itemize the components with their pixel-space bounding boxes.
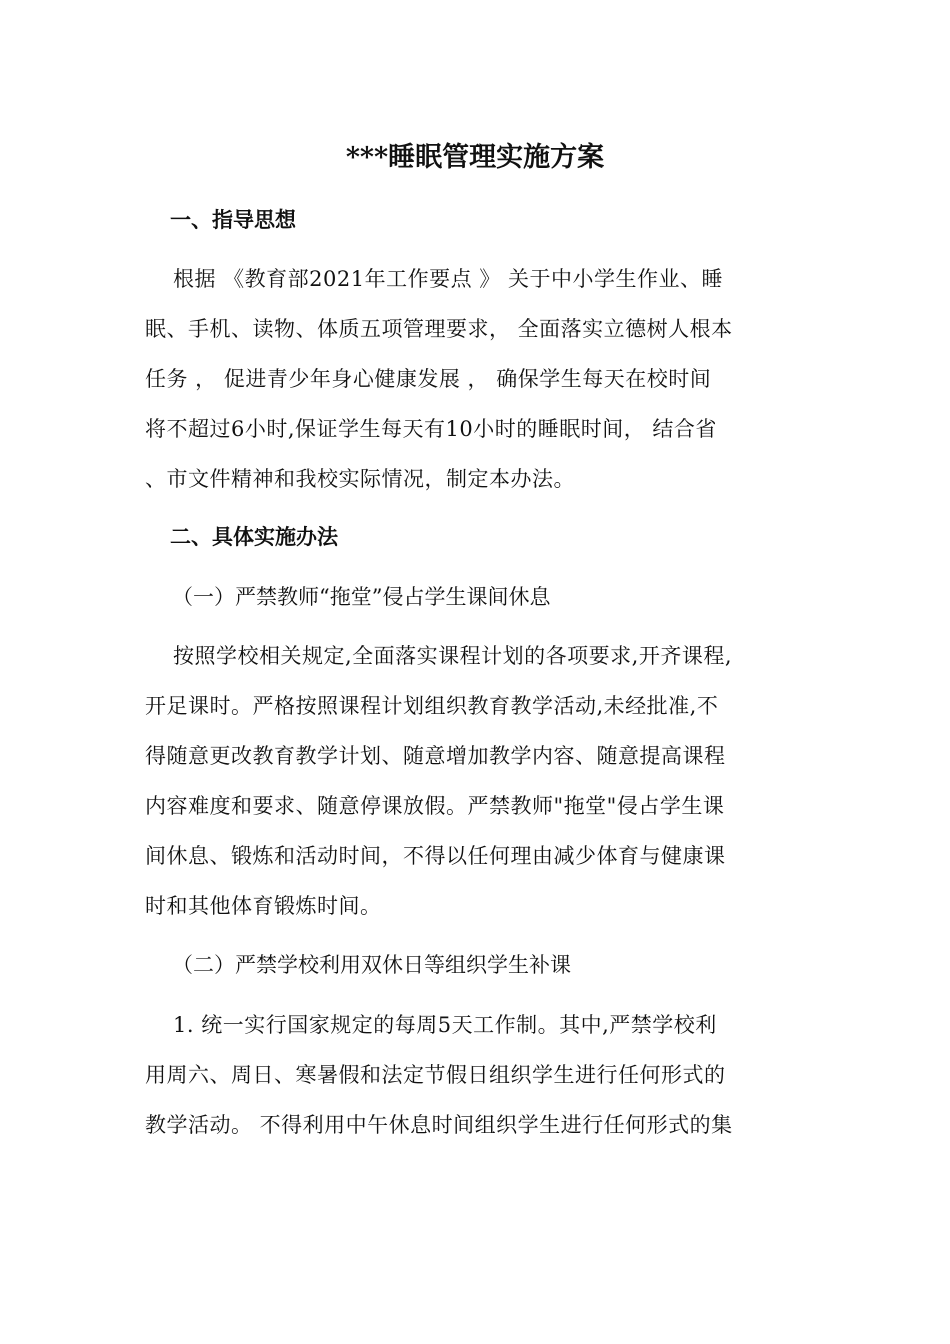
paragraph-line: 用周六、周日、寒暑假和法定节假日组织学生进行任何形式的 xyxy=(145,1063,726,1087)
section-heading-guiding-ideology: 一、指导思想 xyxy=(170,208,296,232)
paragraph-line: 按照学校相关规定,全面落实课程计划的各项要求,开齐课程, xyxy=(173,644,733,668)
paragraph-line: 眠、手机、读物、体质五项管理要求， 全面落实立德树人根本 xyxy=(145,317,733,341)
paragraph-line: 将不超过6小时,保证学生每天有10小时的睡眠时间， 结合省 xyxy=(145,417,717,441)
paragraph-guiding-ideology xyxy=(145,264,805,514)
paragraph-no-overtime xyxy=(145,641,805,941)
paragraph-line: 任务 ， 促进青少年身心健康发展 ， 确保学生每天在校时间 xyxy=(145,367,712,391)
paragraph-line: 开足课时。严格按照课程计划组织教育教学活动,未经批准,不 xyxy=(145,694,719,718)
paragraph-no-weekend-classes xyxy=(145,1010,805,1160)
subsection-title-no-overtime: （一）严禁教师“拖堂”侵占学生课间休息 xyxy=(172,585,551,609)
paragraph-line: 间休息、锻炼和活动时间，不得以任何理由减少体育与健康课 xyxy=(145,844,726,868)
paragraph-line: 根据 《教育部2021年工作要点 》 关于中小学生作业、睡 xyxy=(173,267,723,291)
paragraph-line: 1. 统一实行国家规定的每周5天工作制。其中,严禁学校利 xyxy=(173,1013,717,1037)
paragraph-line: 内容难度和要求、随意停课放假。严禁教师"拖堂"侵占学生课 xyxy=(145,794,725,818)
paragraph-line: 、市文件精神和我校实际情况，制定本办法。 xyxy=(145,467,575,491)
paragraph-line: 得随意更改教育教学计划、随意增加教学内容、随意提高课程 xyxy=(145,744,726,768)
subsection-title-no-weekend-classes: （二）严禁学校利用双休日等组织学生补课 xyxy=(172,953,571,977)
section-heading-implementation: 二、具体实施办法 xyxy=(170,525,338,549)
paragraph-line: 教学活动。 不得利用中午休息时间组织学生进行任何形式的集 xyxy=(145,1113,733,1137)
page-title: ***睡眠管理实施方案 xyxy=(345,142,605,173)
paragraph-line: 时和其他体育锻炼时间。 xyxy=(145,894,382,918)
